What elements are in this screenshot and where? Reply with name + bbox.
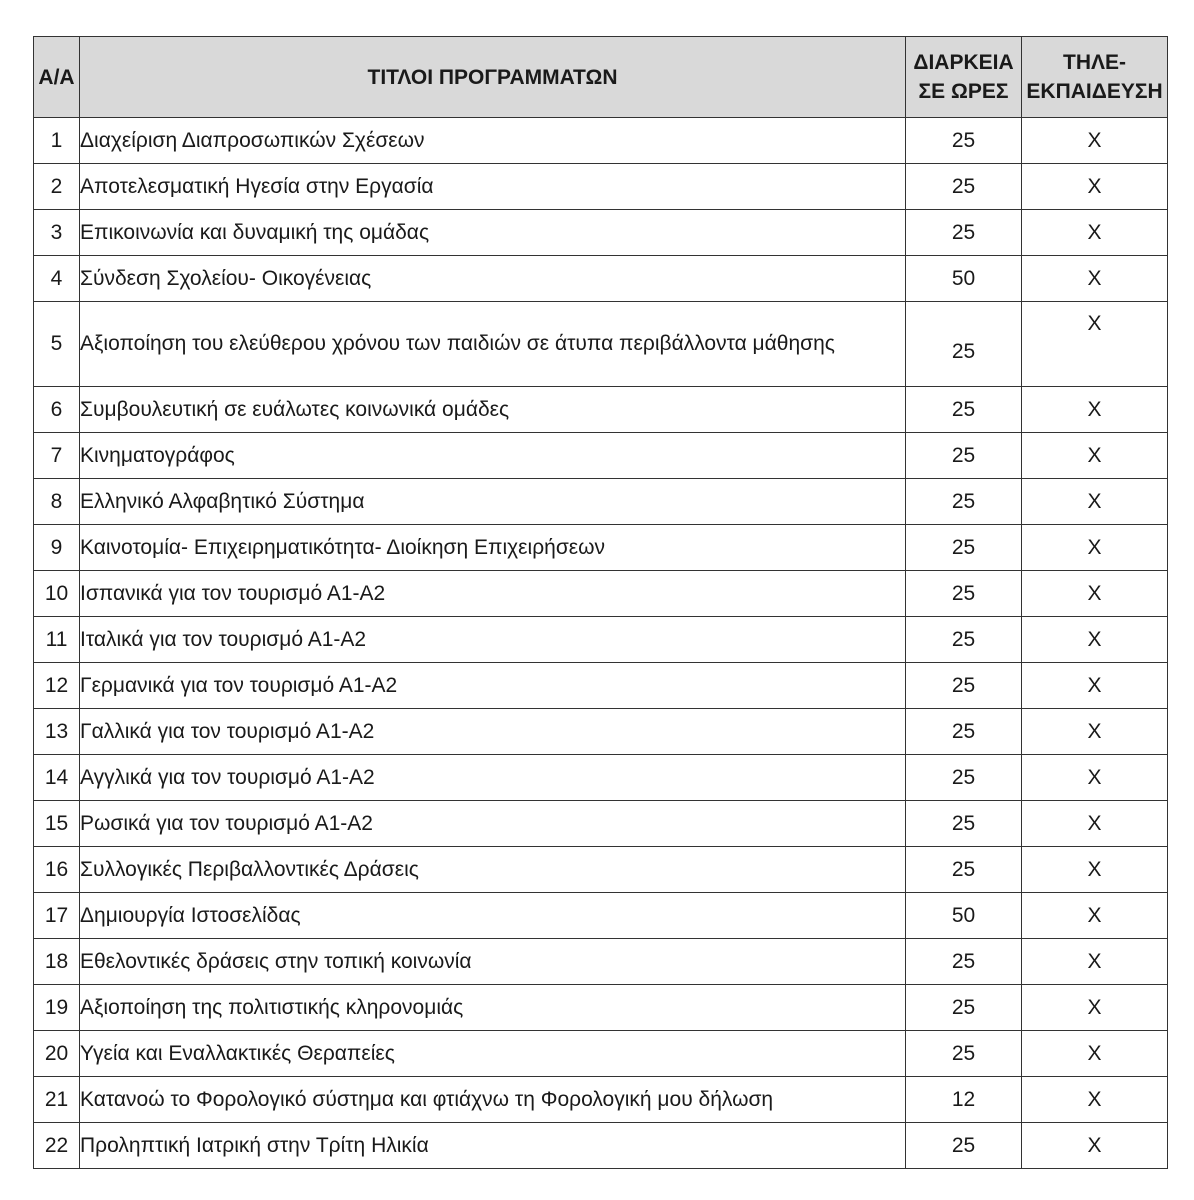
program-title: Συμβουλευτική σε ευάλωτες κοινωνικά ομάδες	[80, 387, 906, 433]
program-hours: 50	[906, 893, 1022, 939]
program-title: Γαλλικά για τον τουρισμό Α1-Α2	[80, 709, 906, 755]
program-title: Επικοινωνία και δυναμική της ομάδας	[80, 210, 906, 256]
program-hours: 25	[906, 709, 1022, 755]
table-row	[34, 985, 1168, 1031]
program-hours: 25	[906, 1031, 1022, 1077]
program-title: Καινοτομία- Επιχειρηματικότητα- Διοίκηση Επιχειρήσεων	[80, 525, 906, 571]
distance-learning-mark: Χ	[1022, 1077, 1168, 1123]
program-title: Ισπανικά για τον τουρισμό Α1-Α2	[80, 571, 906, 617]
distance-learning-mark: Χ	[1022, 663, 1168, 709]
distance-learning-mark: Χ	[1022, 256, 1168, 302]
table-row	[34, 525, 1168, 571]
program-title: Σύνδεση Σχολείου- Οικογένειας	[80, 256, 906, 302]
program-title: Αξιοποίηση του ελεύθερου χρόνου των παιδιών σε άτυπα περιβάλλοντα μάθησης	[80, 302, 906, 387]
row-number: 21	[34, 1077, 80, 1123]
table-row	[34, 302, 1168, 387]
table-row	[34, 571, 1168, 617]
distance-learning-mark: Χ	[1022, 847, 1168, 893]
program-hours: 25	[906, 939, 1022, 985]
program-hours: 25	[906, 985, 1022, 1031]
table-row	[34, 893, 1168, 939]
program-hours: 25	[906, 663, 1022, 709]
table-header	[34, 37, 1168, 118]
distance-learning-mark: Χ	[1022, 571, 1168, 617]
header-hours-line2: ΣΕ ΩΡΕΣ	[918, 80, 1009, 103]
program-hours: 25	[906, 210, 1022, 256]
header-tele-line2: ΕΚΠΑΙΔΕΥΣΗ	[1026, 80, 1163, 103]
program-hours: 12	[906, 1077, 1022, 1123]
table-body	[34, 118, 1168, 1169]
distance-learning-mark: Χ	[1022, 1123, 1168, 1169]
program-title: Ελληνικό Αλφαβητικό Σύστημα	[80, 479, 906, 525]
program-title: Εθελοντικές δράσεις στην τοπική κοινωνία	[80, 939, 906, 985]
program-title: Προληπτική Ιατρική στην Τρίτη Ηλικία	[80, 1123, 906, 1169]
program-title: Γερμανικά για τον τουρισμό Α1-Α2	[80, 663, 906, 709]
table-row	[34, 663, 1168, 709]
table-row	[34, 801, 1168, 847]
table-row	[34, 256, 1168, 302]
program-title: Κινηματογράφος	[80, 433, 906, 479]
program-hours: 25	[906, 525, 1022, 571]
program-hours: 25	[906, 617, 1022, 663]
row-number: 17	[34, 893, 80, 939]
table-row	[34, 1031, 1168, 1077]
table-row	[34, 755, 1168, 801]
header-hours	[906, 37, 1022, 118]
distance-learning-mark: Χ	[1022, 302, 1168, 387]
program-hours: 25	[906, 479, 1022, 525]
distance-learning-mark: Χ	[1022, 801, 1168, 847]
program-hours: 25	[906, 433, 1022, 479]
program-title: Δημιουργία Ιστοσελίδας	[80, 893, 906, 939]
distance-learning-mark: Χ	[1022, 939, 1168, 985]
distance-learning-mark: Χ	[1022, 433, 1168, 479]
row-number: 15	[34, 801, 80, 847]
program-title: Αποτελεσματική Ηγεσία στην Εργασία	[80, 164, 906, 210]
distance-learning-mark: Χ	[1022, 985, 1168, 1031]
program-title: Κατανοώ το Φορολογικό σύστημα και φτιάχνω τη Φορολογική μου δήλωση	[80, 1077, 906, 1123]
program-hours: 50	[906, 256, 1022, 302]
table-row	[34, 118, 1168, 164]
row-number: 8	[34, 479, 80, 525]
header-row	[34, 37, 1168, 118]
distance-learning-mark: Χ	[1022, 755, 1168, 801]
program-title: Διαχείριση Διαπροσωπικών Σχέσεων	[80, 118, 906, 164]
program-hours: 25	[906, 387, 1022, 433]
row-number: 6	[34, 387, 80, 433]
distance-learning-mark: Χ	[1022, 387, 1168, 433]
header-tele-line1: ΤΗΛΕ-	[1063, 51, 1126, 74]
program-hours: 25	[906, 302, 1022, 387]
row-number: 16	[34, 847, 80, 893]
table-row	[34, 939, 1168, 985]
program-hours: 25	[906, 164, 1022, 210]
program-hours: 25	[906, 755, 1022, 801]
distance-learning-mark: Χ	[1022, 479, 1168, 525]
program-title: Αγγλικά για τον τουρισμό Α1-Α2	[80, 755, 906, 801]
program-hours: 25	[906, 118, 1022, 164]
distance-learning-mark: Χ	[1022, 525, 1168, 571]
distance-learning-mark: Χ	[1022, 164, 1168, 210]
row-number: 2	[34, 164, 80, 210]
table-row	[34, 479, 1168, 525]
program-title: Υγεία και Εναλλακτικές Θεραπείες	[80, 1031, 906, 1077]
row-number: 11	[34, 617, 80, 663]
row-number: 19	[34, 985, 80, 1031]
program-title: Ιταλικά για τον τουρισμό Α1-Α2	[80, 617, 906, 663]
table-row	[34, 433, 1168, 479]
table-row	[34, 617, 1168, 663]
distance-learning-mark: Χ	[1022, 1031, 1168, 1077]
row-number: 10	[34, 571, 80, 617]
distance-learning-mark: Χ	[1022, 709, 1168, 755]
programs-table	[33, 36, 1168, 1169]
header-tele	[1022, 37, 1168, 118]
distance-learning-mark: Χ	[1022, 617, 1168, 663]
program-hours: 25	[906, 847, 1022, 893]
table-row	[34, 210, 1168, 256]
header-num: Α/Α	[34, 37, 80, 118]
row-number: 12	[34, 663, 80, 709]
program-hours: 25	[906, 571, 1022, 617]
program-hours: 25	[906, 801, 1022, 847]
row-number: 5	[34, 302, 80, 387]
program-title: Ρωσικά για τον τουρισμό Α1-Α2	[80, 801, 906, 847]
header-hours-line1: ΔΙΑΡΚΕΙΑ	[913, 51, 1014, 74]
row-number: 3	[34, 210, 80, 256]
row-number: 14	[34, 755, 80, 801]
row-number: 22	[34, 1123, 80, 1169]
table-row	[34, 709, 1168, 755]
distance-learning-mark: Χ	[1022, 118, 1168, 164]
row-number: 13	[34, 709, 80, 755]
table-row	[34, 387, 1168, 433]
row-number: 20	[34, 1031, 80, 1077]
program-hours: 25	[906, 1123, 1022, 1169]
program-title: Συλλογικές Περιβαλλοντικές Δράσεις	[80, 847, 906, 893]
distance-learning-mark: Χ	[1022, 210, 1168, 256]
table-row	[34, 1077, 1168, 1123]
program-title: Αξιοποίηση της πολιτιστικής κληρονομιάς	[80, 985, 906, 1031]
header-title: ΤΙΤΛΟΙ ΠΡΟΓΡΑΜΜΑΤΩΝ	[80, 37, 906, 118]
row-number: 18	[34, 939, 80, 985]
row-number: 9	[34, 525, 80, 571]
table-row	[34, 847, 1168, 893]
table-row	[34, 1123, 1168, 1169]
row-number: 1	[34, 118, 80, 164]
table-row	[34, 164, 1168, 210]
row-number: 4	[34, 256, 80, 302]
row-number: 7	[34, 433, 80, 479]
distance-learning-mark: Χ	[1022, 893, 1168, 939]
